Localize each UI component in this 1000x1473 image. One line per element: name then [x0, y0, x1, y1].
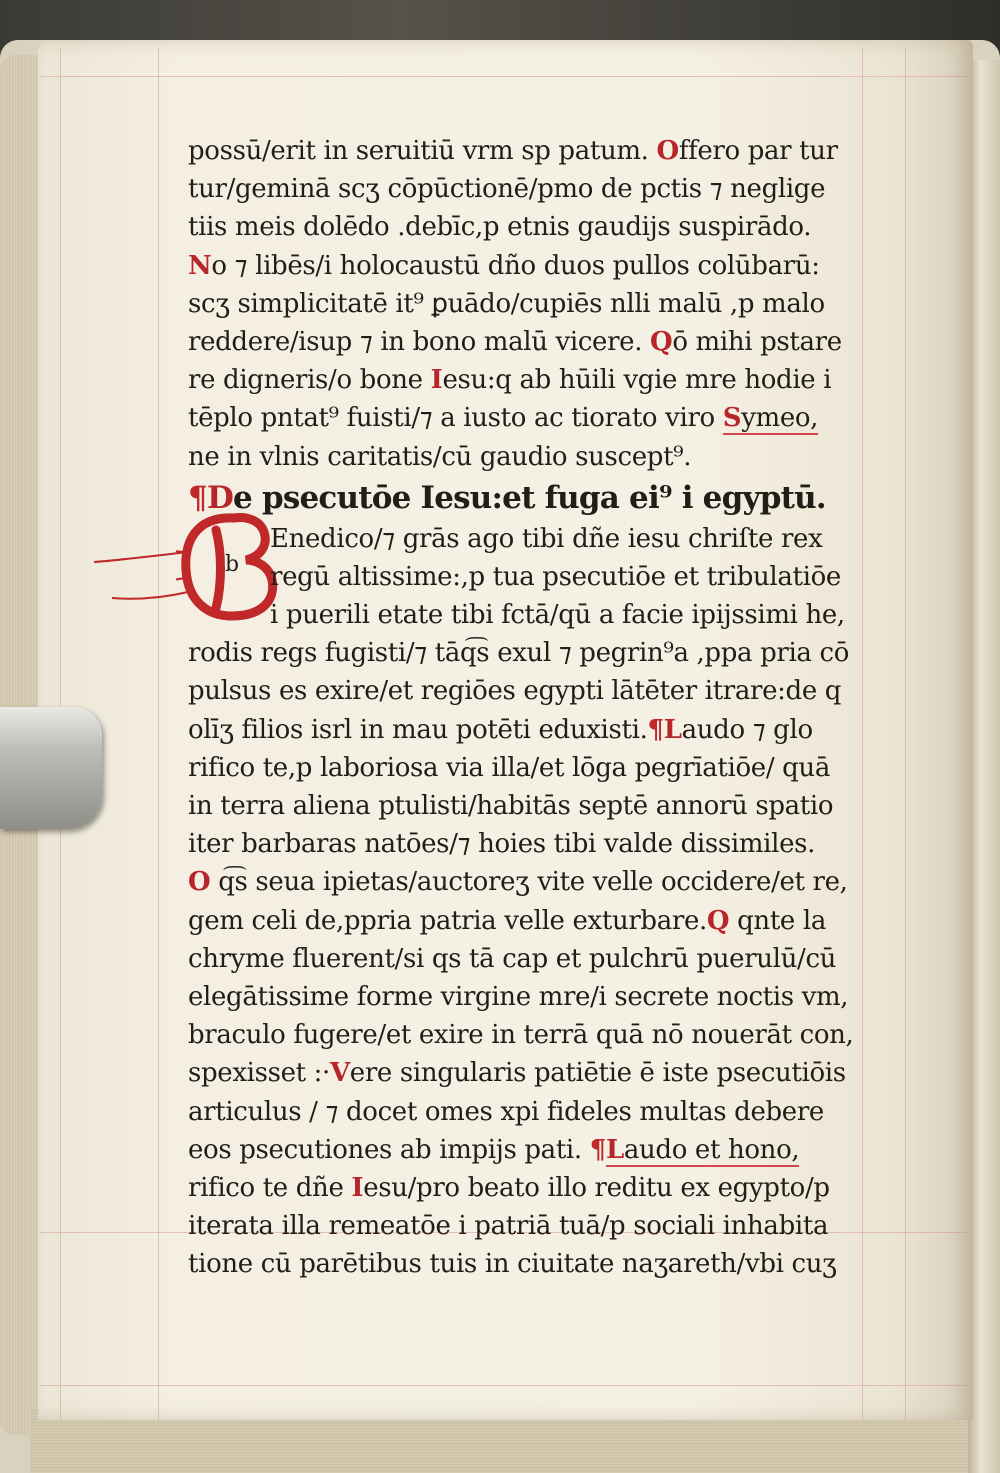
section-heading: ¶De psecutōe Iesu:et fuga ei⁹ i egyptū.	[188, 479, 826, 516]
initial-flourish	[92, 540, 192, 610]
text-line: eos psecutiones ab impijs pati. ¶Laudo et hono,	[188, 1134, 800, 1165]
guide-letter: b	[225, 552, 240, 577]
text-line: reddere/isup ⁊ in bono malū vicere. Qō mihi pstare	[188, 326, 842, 357]
text-line: tēplo pntat⁹ fuisti/⁊ a iusto ac tiorato viro Symeo,	[188, 403, 819, 434]
text-line: Enedico/⁊ grās ago tibi dñe iesu chriſte rex	[270, 523, 823, 554]
text-line: gem celi de,ppria patria velle exturbare.Q qnte la	[188, 905, 826, 936]
text-line: tiis meis dolēdo .debīc,p etnis gaudijs suspirādo.	[188, 212, 812, 243]
ruling-left-inner	[158, 48, 159, 1420]
text-line: tione cū parētibus tuis in ciuitate naʒareth/vbi cuʒ	[188, 1249, 837, 1280]
text-line: possū/erit in seruitiū vrm sp patum. Offero par tur	[188, 136, 838, 166]
text-line: scʒ simplicitatē it⁹ ꝑuādo/cupiēs nlli malū ,p malo	[188, 288, 825, 319]
text-line: chryme fluerent/si qs tā cap et pulchrū puerulū/cū	[188, 943, 837, 974]
text-line: elegātissime forme virgine mre/i secrete noctis vm,	[188, 981, 849, 1012]
ruling-right-outer	[905, 48, 906, 1420]
text-line: rifico te,p laboriosa via illa/et lōga pegrīatiōe/ quā	[188, 752, 830, 783]
text-line: iterata illa remeatōe i patriā tuā/p sociali inhabita	[188, 1211, 829, 1242]
ruling-top	[40, 76, 970, 77]
text-line: No ⁊ libēs/i holocaustū dño duos pullos colūbarū:	[188, 250, 820, 281]
text-line: i puerili etate tibi fctā/qū a facie ipijssimi he,	[270, 600, 845, 631]
text-line: tur/geminā scʒ cōpūctionē/pmo de pctis ⁊ neglige	[188, 174, 826, 205]
text-line: O q͡s seua ipietas/auctoreʒ vite velle occidere/et re,	[188, 867, 848, 898]
page-clip	[0, 707, 102, 829]
text-line: articulus / ⁊ docet omes xpi fideles multas debere	[188, 1096, 824, 1127]
text-line: re digneris/o bone Iesu:q ab hūili vgie mre hodie i	[188, 365, 832, 396]
text-line: regū altissime:,p tua psecutiōe et tribulatiōe	[270, 561, 841, 592]
text-line: in terra aliena ptulisti/habitās septē annorū spatio	[188, 791, 834, 821]
text-line: iter barbaras natōes/⁊ hoies tibi valde dissimiles.	[188, 829, 816, 860]
text-line: rodis regs fugisti/⁊ tāq͡s exul ⁊ pegrin⁹a ,ppa pria cō	[188, 638, 849, 669]
text-line: olīʒ filios isrl in mau potēti eduxisti.¶Laudo ⁊ glo	[188, 714, 813, 745]
text-line: rifico te dñe Iesu/pro beato illo reditu ex egypto/p	[188, 1172, 830, 1203]
text-line: pulsus es exire/et regiōes egypti lātēter itrare:de q	[188, 676, 842, 707]
text-block	[188, 132, 868, 1283]
text-line: spexisset :·Vere singularis patiētie ē iste psecutiōis	[188, 1058, 846, 1089]
text-line: ne in vlnis caritatis/cū gaudio suscept⁹.	[188, 441, 692, 472]
text-line: braculo fugere/et exire in terrā quā nō nouerāt con,	[188, 1020, 854, 1051]
ruling-bottom-2	[40, 1385, 970, 1386]
